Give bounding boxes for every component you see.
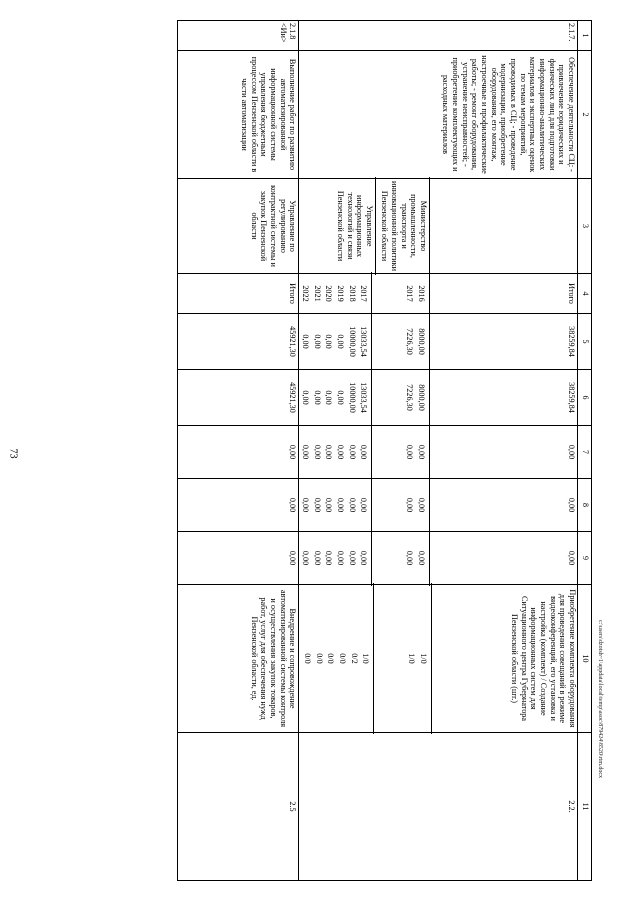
value: 0,00 xyxy=(324,550,334,566)
value: 0,00 xyxy=(300,334,310,349)
value: 0,00 xyxy=(312,550,322,566)
value: 0/0 xyxy=(302,653,312,664)
value: 0,00 xyxy=(324,444,334,460)
value: 0,00 xyxy=(347,497,357,513)
year-cell xyxy=(299,274,578,314)
value: 0/0 xyxy=(314,653,324,664)
header-cell: 5 xyxy=(578,314,592,370)
value: 0/0 xyxy=(337,653,347,664)
value: 0,00 xyxy=(335,497,345,513)
year-value: 2020 xyxy=(324,285,334,302)
table-row xyxy=(178,21,299,881)
value: 0,00 xyxy=(312,444,322,460)
header-cell: 4 xyxy=(578,274,592,314)
row-number: 2.1.7. xyxy=(299,21,578,51)
year-value: 2017 xyxy=(405,285,415,302)
value: 1/0 xyxy=(407,653,417,664)
value: 10000,00 xyxy=(347,382,357,413)
value: 38259,84 xyxy=(567,326,576,357)
row-description: Обеспечение деятельности СЦ: - привлечение юридических и физических лиц для подготовки информационно-аналитических материалов и экспертных оценок по темам мероприятий, проводимых в СЦ; - проведение модернизации, приобретение оборудования, его монтаж, настроечные и профилактические работы; - ремонт оборудования, устранение неисправностей; - приобретение комплектующих и расходных материалов xyxy=(299,51,578,179)
year-value: 2017 xyxy=(359,285,369,302)
sum-federal-cell: 0,00 xyxy=(178,426,299,479)
value: 0,00 xyxy=(567,550,576,566)
header-cell: 9 xyxy=(578,532,592,585)
sum-total-cell: 45921,30 xyxy=(178,314,299,370)
value: 0,00 xyxy=(417,444,426,460)
value: 0,00 xyxy=(417,550,426,566)
value: 13033,54 xyxy=(359,326,369,357)
footer-path: c:\users\dzotsh~1\appdata\local\temp\asoc\879424\8520\rtm.docx xyxy=(597,620,603,779)
value: 0,00 xyxy=(335,550,345,566)
value: 0,00 xyxy=(312,497,322,513)
value: 0,00 xyxy=(300,444,310,460)
value: 0,00 xyxy=(312,390,322,405)
sum-other-cell xyxy=(299,532,578,585)
header-cell: 10 xyxy=(578,585,592,733)
header-cell: 11 xyxy=(578,733,592,881)
indicator-cell: Внедрение и сопровождение автоматизированной системы контроля и осуществления закупок товаров, работ, услуг для обеспечения нужд Пензенской области, ед. xyxy=(178,585,299,733)
value: 0/2 xyxy=(349,653,359,664)
value: 0,00 xyxy=(324,390,334,405)
value: 0,00 xyxy=(300,390,310,405)
code-cell: 2.5 xyxy=(178,733,299,881)
value: 0,00 xyxy=(417,497,426,513)
year-value: 2021 xyxy=(312,285,322,302)
executor-1: Министерство промышленности, транспорта и инновационной политики Пензенской области xyxy=(380,181,428,271)
page-number: 73 xyxy=(7,448,19,459)
value: 0,00 xyxy=(405,550,415,566)
code-cell: 2.2. xyxy=(299,733,578,881)
value: 0,00 xyxy=(335,444,345,460)
total-label: Итого xyxy=(567,283,576,304)
header-cell: 7 xyxy=(578,426,592,479)
value: 8000,00 xyxy=(417,384,426,411)
value: 8000,00 xyxy=(417,328,426,355)
value: 0,00 xyxy=(324,497,334,513)
sum-other-cell: 0,00 xyxy=(178,532,299,585)
value: 0,00 xyxy=(324,334,334,349)
value: 7226,30 xyxy=(405,328,415,355)
table-row xyxy=(299,21,578,881)
value: 0,00 xyxy=(359,550,369,566)
value: 0/0 xyxy=(326,653,336,664)
year-value: 2022 xyxy=(300,285,310,302)
sum-regional-cell xyxy=(299,370,578,426)
value: 0,00 xyxy=(567,444,576,460)
value: 0,00 xyxy=(405,444,415,460)
indicator-cell xyxy=(299,585,578,733)
program-table xyxy=(177,20,592,881)
year-cell: Итого xyxy=(178,274,299,314)
footer xyxy=(597,0,617,905)
header-cell: 8 xyxy=(578,479,592,532)
executor-2: Управление информационных технологий и связи Пензенской области xyxy=(335,190,374,262)
value: 38259,84 xyxy=(567,382,576,413)
header-cell: 2 xyxy=(578,51,592,179)
value: 0,00 xyxy=(567,497,576,513)
value: 10000,00 xyxy=(347,326,357,357)
value: 0,00 xyxy=(335,334,345,349)
sum-local-cell: 0,00 xyxy=(178,479,299,532)
value: 1/0 xyxy=(361,653,371,664)
value: 0,00 xyxy=(359,444,369,460)
year-value: 2019 xyxy=(335,285,345,302)
sum-regional-cell: 45921,30 xyxy=(178,370,299,426)
value: 0,00 xyxy=(359,497,369,513)
value: 0,00 xyxy=(335,390,345,405)
row-description: Выполнение работ по развитию автоматизированной информационной системы управления бюджетным процессом Пензенской области в части автоматизации xyxy=(178,51,299,179)
sum-federal-cell xyxy=(299,426,578,479)
value: 13033,54 xyxy=(359,382,369,413)
value: 0,00 xyxy=(312,334,322,349)
year-value: 2018 xyxy=(347,285,357,302)
row-number: 2.1.8 <Ии> xyxy=(178,21,299,51)
value: 0,00 xyxy=(347,444,357,460)
executor-cell xyxy=(299,179,578,274)
indicator-text: Приобретение комплекта оборудования для проведения совещаний в режиме видеоконференций, его установка и настройка (комплект) / Создание информационных систем для Ситуационного центра Губернатора Пензенской области (шт.) xyxy=(509,589,577,728)
value: 0,00 xyxy=(347,550,357,566)
rotated-table-page xyxy=(72,20,592,880)
header-cell: 1 xyxy=(578,21,592,51)
value: 7226,30 xyxy=(405,384,415,411)
sum-total-cell xyxy=(299,314,578,370)
header-cell: 6 xyxy=(578,370,592,426)
value: 0,00 xyxy=(300,497,310,513)
year-value: 2016 xyxy=(417,285,426,302)
header-cell: 3 xyxy=(578,179,592,274)
value: 1/0 xyxy=(419,653,428,664)
sum-local-cell xyxy=(299,479,578,532)
value: 0,00 xyxy=(300,550,310,566)
value: 0,00 xyxy=(405,497,415,513)
column-number-row xyxy=(578,21,592,881)
executor-cell: Управление по регулированию контрактной системы и закупок Пензенской области xyxy=(178,179,299,274)
